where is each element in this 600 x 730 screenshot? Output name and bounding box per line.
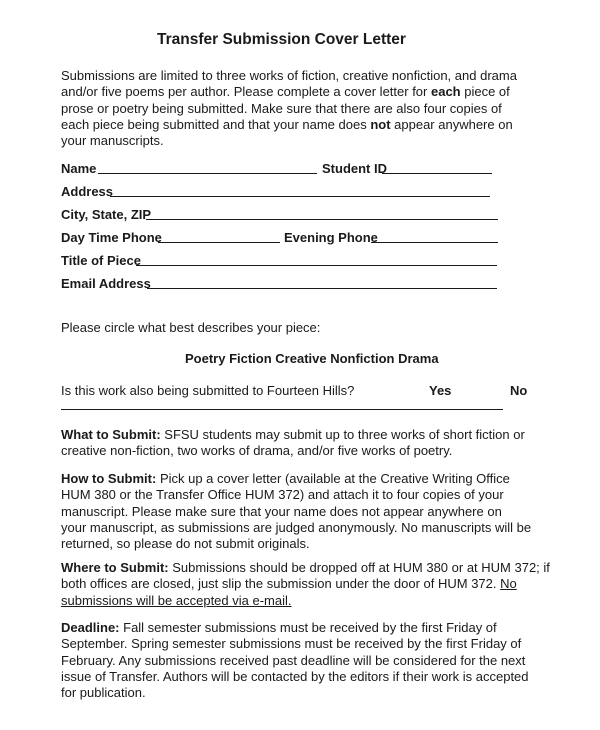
where-to-submit-section: [61, 560, 550, 609]
intro-line: and/or five poems per author. Please complete a cover letter for each piece of: [61, 84, 510, 100]
address-label: Address: [61, 184, 114, 199]
student-id-label: Student ID: [322, 161, 387, 176]
city-state-zip-label: City, State, ZIP: [61, 207, 152, 222]
section-line: creative non-fiction, two works of drama, and/or five works of poetry.: [61, 443, 453, 459]
section-line: submissions will be accepted via e-mail.: [61, 592, 292, 608]
section-line: February. Any submissions received past deadline will be considered for the next: [61, 652, 526, 668]
student-id-field[interactable]: [382, 173, 492, 174]
section-heading: Deadline:: [61, 620, 120, 635]
what-to-submit-section: [61, 427, 525, 460]
intro-line: prose or poetry being submitted. Make sure that there are also four copies of: [61, 100, 502, 116]
yes-option[interactable]: Yes: [429, 383, 452, 398]
section-line: your manuscript, as submissions are judged anonymously. No manuscripts will be: [61, 519, 532, 535]
genre-options[interactable]: Poetry Fiction Creative Nonfiction Drama: [185, 351, 439, 366]
title-of-piece-label: Title of Piece: [61, 253, 141, 268]
how-to-submit-section: [61, 471, 531, 552]
section-line: both offices are closed, just slip the submission under the door of HUM 372. No: [61, 576, 517, 592]
address-field[interactable]: [110, 196, 490, 197]
section-line: September. Spring semester submissions must be received by the first Friday of: [61, 636, 522, 652]
title-of-piece-field[interactable]: [136, 265, 497, 266]
section-line: Deadline: Fall semester submissions must be received by the first Friday of: [61, 620, 497, 635]
intro-line: Submissions are limited to three works of fiction, creative nonfiction, and drama: [61, 68, 517, 83]
section-heading: What to Submit:: [61, 427, 161, 442]
section-heading: How to Submit:: [61, 471, 157, 486]
deadline-section: [61, 620, 529, 701]
evening-phone-label: Evening Phone: [284, 230, 378, 245]
section-line: How to Submit: Pick up a cover letter (available at the Creative Writing Office: [61, 471, 510, 486]
circle-prompt: Please circle what best describes your piece:: [61, 320, 321, 335]
city-state-zip-field[interactable]: [146, 219, 498, 220]
evening-phone-field[interactable]: [371, 242, 498, 243]
day-phone-field[interactable]: [158, 242, 280, 243]
section-line: Where to Submit: Submissions should be dropped off at HUM 380 or at HUM 372; if: [61, 560, 550, 575]
no-option[interactable]: No: [510, 383, 528, 398]
divider: [61, 409, 503, 410]
section-line: HUM 380 or the Transfer Office HUM 372) and attach it to four copies of your: [61, 487, 504, 503]
name-label: Name: [61, 161, 97, 176]
email-field[interactable]: [147, 288, 497, 289]
section-heading: Where to Submit:: [61, 560, 169, 575]
section-line: returned, so please do not submit originals.: [61, 536, 310, 552]
fourteen-hills-question: Is this work also being submitted to Fourteen Hills?: [61, 383, 355, 398]
day-phone-label: Day Time Phone: [61, 230, 162, 245]
section-line: issue of Transfer. Authors will be contacted by the editors if their work is accepted: [61, 668, 529, 684]
page-title: Transfer Submission Cover Letter: [157, 31, 406, 48]
email-label: Email Address: [61, 276, 151, 291]
intro-paragraph: [61, 68, 517, 149]
intro-line: each piece being submitted and that your name does not appear anywhere on: [61, 116, 513, 132]
section-line: manuscript. Please make sure that your name does not appear anywhere on: [61, 503, 502, 519]
section-line: What to Submit: SFSU students may submit up to three works of short fiction or: [61, 427, 525, 442]
section-line: for publication.: [61, 685, 146, 701]
intro-line: your manuscripts.: [61, 133, 164, 149]
name-field[interactable]: [98, 173, 317, 174]
